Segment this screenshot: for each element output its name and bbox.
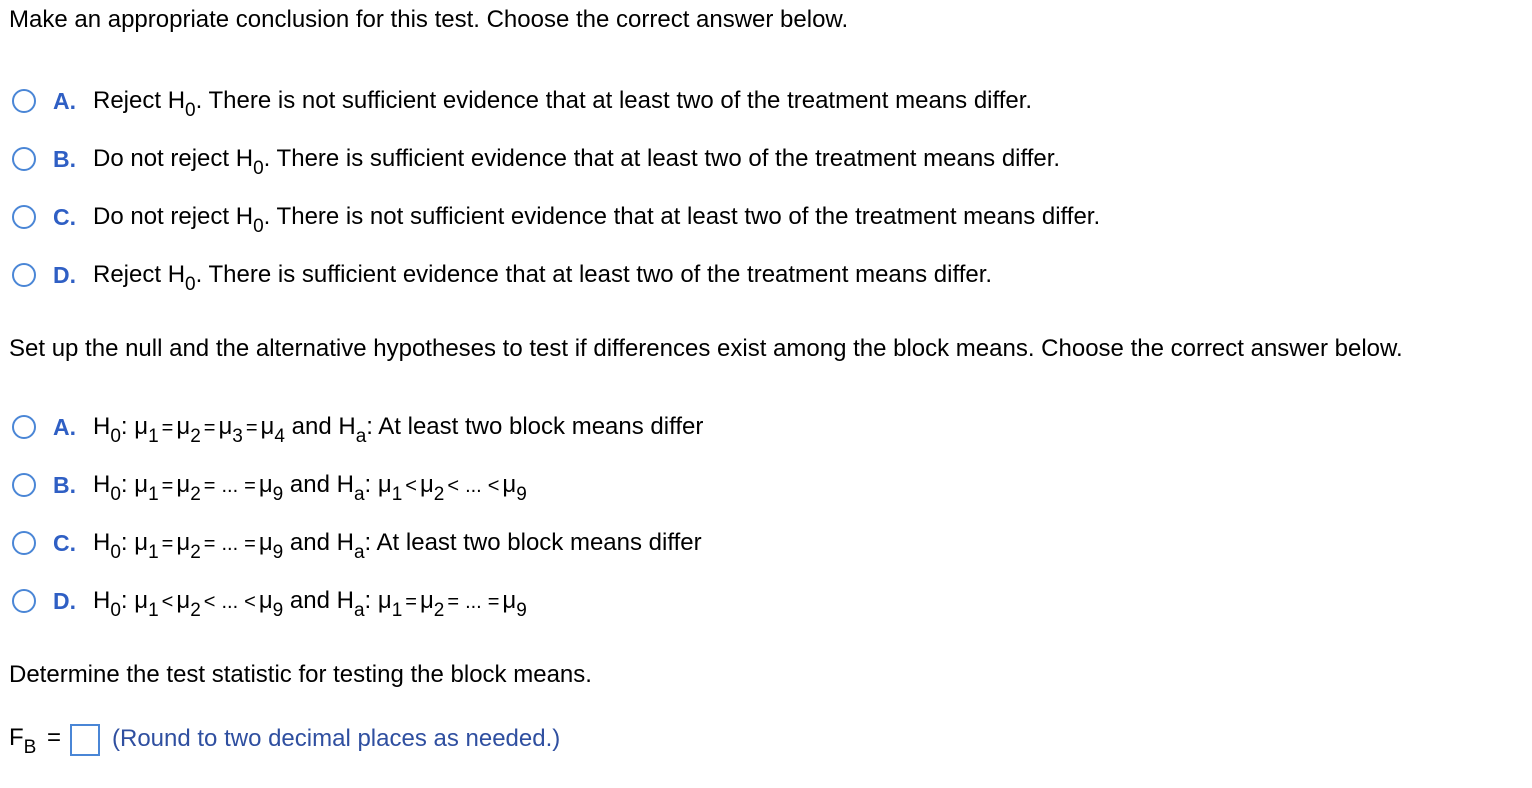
option-text: Do not reject $H_0$. There is sufficient evidence that at least two of the treatment means differ. [93,145,1061,179]
radio-button[interactable] [12,415,36,439]
option-text: Do not reject $H_0$. There is not sufficient evidence that at least two of the treatment means differ. [93,203,1101,237]
option-letter: D. [53,261,76,288]
q2-option-c[interactable] [12,526,702,563]
hypothesis-text: $H_0$: $\mu_1 = \mu_2 = \mu_3 = \mu_4$ and $H_a$: At least two block means differ [93,413,704,447]
test-statistic-label: $F_B$ [9,724,37,758]
hypothesis-text: $H_0$: $\mu_1 = \mu_2$ = ... = $\mu_9$ and $H_a$: $\mu_1 < \mu_2$ < ... < $\mu_9$ [93,471,527,505]
radio-button[interactable] [12,589,36,613]
option-letter: C. [53,203,76,230]
hypothesis-text: $H_0$: $\mu_1 = \mu_2$ = ... = $\mu_9$ and $H_a$: At least two block means differ [93,529,702,563]
test-statistic-input[interactable] [70,724,100,756]
q1-option-a[interactable] [12,84,1033,121]
q2-option-d[interactable] [12,584,527,621]
q2-option-b[interactable] [12,468,527,505]
option-letter: B. [53,471,76,498]
radio-button[interactable] [12,531,36,555]
hypothesis-text: $H_0$: $\mu_1 < \mu_2$ < ... < $\mu_9$ and $H_a$: $\mu_1 = \mu_2$ = ... = $\mu_9$ [93,587,527,621]
option-letter: A. [53,413,76,440]
q2-option-a[interactable] [12,410,704,447]
radio-button[interactable] [12,473,36,497]
question-3-prompt: Determine the test statistic for testing the block means. [9,661,592,688]
radio-button[interactable] [12,89,36,113]
radio-button[interactable] [12,263,36,287]
q1-option-d[interactable] [12,258,993,295]
question-1-prompt: Make an appropriate conclusion for this test. Choose the correct answer below. [9,6,849,33]
radio-button[interactable] [12,205,36,229]
option-letter: B. [53,145,76,172]
rounding-hint: (Round to two decimal places as needed.) [112,725,561,752]
question-2-prompt: Set up the null and the alternative hypotheses to test if differences exist among the block means. Choose the correct answer below. [9,335,1403,362]
option-letter: A. [53,87,76,114]
option-letter: D. [53,587,76,614]
q1-option-b[interactable] [12,142,1061,179]
equals-sign: = [47,724,62,751]
option-letter: C. [53,529,76,556]
option-text: Reject $H_0$. There is not sufficient evidence that at least two of the treatment means differ. [93,87,1033,121]
radio-button[interactable] [12,147,36,171]
option-text: Reject $H_0$. There is sufficient evidence that at least two of the treatment means differ. [93,261,993,295]
q1-option-c[interactable] [12,200,1101,237]
